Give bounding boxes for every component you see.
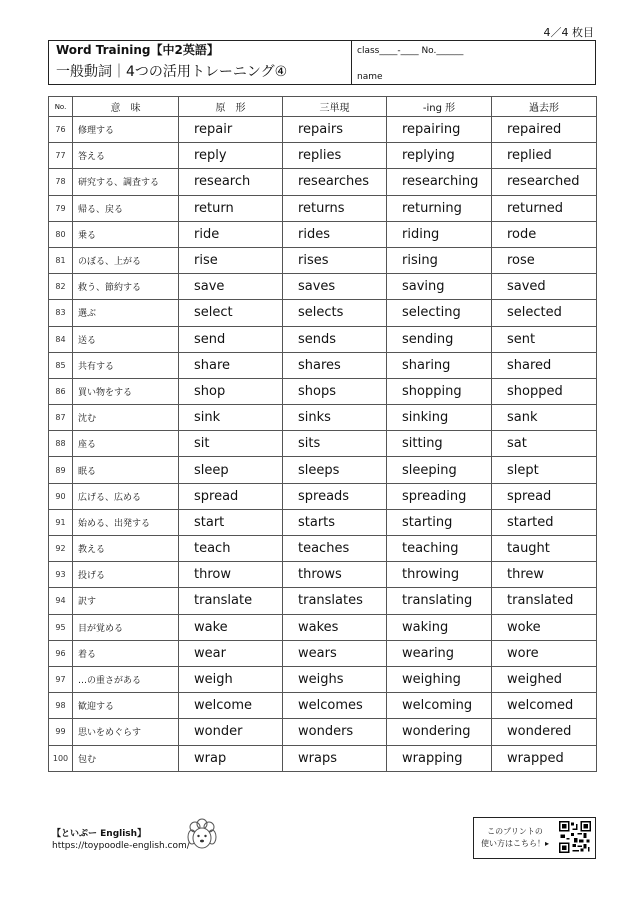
past-form-cell: wore [492,640,597,666]
past-form-cell: selected [492,300,597,326]
table-row [49,300,597,326]
third-person-cell: sits [283,431,387,457]
table-row [49,431,597,457]
ing-form-cell: wearing [387,640,492,666]
table-row [49,195,597,221]
past-form-cell: weighed [492,666,597,692]
base-form-cell: repair [179,117,283,143]
meaning-cell: 目が覚める [73,614,179,640]
ing-form-cell: researching [387,169,492,195]
row-number: 100 [49,745,73,771]
poodle-mascot-icon [186,818,218,852]
table-row [49,640,597,666]
verb-conjugation-table [48,96,597,772]
row-number: 91 [49,509,73,535]
row-number: 94 [49,588,73,614]
table-row [49,326,597,352]
third-person-cell: weighs [283,666,387,692]
table-header-row [49,97,597,117]
base-form-cell: share [179,352,283,378]
table-row [49,117,597,143]
past-form-cell: replied [492,143,597,169]
third-person-cell: translates [283,588,387,614]
meaning-cell: 訳す [73,588,179,614]
third-person-cell: rides [283,221,387,247]
ing-form-cell: waking [387,614,492,640]
row-number: 89 [49,457,73,483]
page-number: 4／4 枚目 [543,26,594,39]
base-form-cell: sleep [179,457,283,483]
third-person-cell: shares [283,352,387,378]
third-person-cell: returns [283,195,387,221]
ing-form-cell: riding [387,221,492,247]
base-form-cell: translate [179,588,283,614]
column-header-past: 過去形 [492,97,597,117]
worksheet-title: Word Training【中2英語】 [56,43,219,57]
meaning-cell: 乗る [73,221,179,247]
meaning-cell: 買い物をする [73,378,179,404]
meaning-cell: 選ぶ [73,300,179,326]
row-number: 85 [49,352,73,378]
third-person-cell: spreads [283,483,387,509]
row-number: 90 [49,483,73,509]
ing-form-cell: selecting [387,300,492,326]
past-form-cell: researched [492,169,597,195]
third-person-cell: wakes [283,614,387,640]
class-number-field: class____-____ No.______ [357,46,464,56]
base-form-cell: wrap [179,745,283,771]
past-form-cell: wrapped [492,745,597,771]
base-form-cell: research [179,169,283,195]
ing-form-cell: throwing [387,562,492,588]
table-row [49,509,597,535]
meaning-cell: …の重さがある [73,666,179,692]
third-person-cell: sends [283,326,387,352]
worksheet-subtitle: 一般動詞｜4つの活用トレーニング④ [56,64,288,80]
meaning-cell: 共有する [73,352,179,378]
title-block [49,41,352,84]
how-to-use-box[interactable] [473,817,596,859]
past-form-cell: rode [492,221,597,247]
meaning-cell: 送る [73,326,179,352]
past-form-cell: threw [492,562,597,588]
name-field: name [357,72,383,82]
base-form-cell: shop [179,378,283,404]
third-person-cell: welcomes [283,693,387,719]
table-row [49,562,597,588]
row-number: 84 [49,326,73,352]
third-person-cell: sinks [283,405,387,431]
guide-line-2: 使い方はこちら！▸ [480,839,549,848]
row-number: 98 [49,693,73,719]
third-person-cell: researches [283,169,387,195]
ing-form-cell: shopping [387,378,492,404]
table-row [49,274,597,300]
ing-form-cell: replying [387,143,492,169]
past-form-cell: taught [492,536,597,562]
third-person-cell: teaches [283,536,387,562]
table-row [49,352,597,378]
ing-form-cell: repairing [387,117,492,143]
meaning-cell: 思いをめぐらす [73,719,179,745]
meaning-cell: 包む [73,745,179,771]
table-row [49,614,597,640]
past-form-cell: shopped [492,378,597,404]
past-form-cell: wondered [492,719,597,745]
meaning-cell: 教える [73,536,179,562]
row-number: 92 [49,536,73,562]
brand-name: 【といぷー English】 [52,829,147,839]
table-row [49,457,597,483]
third-person-cell: starts [283,509,387,535]
meaning-cell: 救う、節約する [73,274,179,300]
ing-form-cell: sleeping [387,457,492,483]
ing-form-cell: wrapping [387,745,492,771]
third-person-cell: replies [283,143,387,169]
table-row [49,588,597,614]
ing-form-cell: translating [387,588,492,614]
base-form-cell: return [179,195,283,221]
past-form-cell: spread [492,483,597,509]
base-form-cell: wear [179,640,283,666]
meaning-cell: 沈む [73,405,179,431]
ing-form-cell: returning [387,195,492,221]
meaning-cell: 研究する、調査する [73,169,179,195]
past-form-cell: saved [492,274,597,300]
column-header-no: No. [49,97,73,117]
row-number: 76 [49,117,73,143]
ing-form-cell: weighing [387,666,492,692]
ing-form-cell: sharing [387,352,492,378]
ing-form-cell: starting [387,509,492,535]
row-number: 97 [49,666,73,692]
row-number: 93 [49,562,73,588]
guide-line-1: このプリントの [487,827,543,836]
past-form-cell: welcomed [492,693,597,719]
table-row [49,143,597,169]
base-form-cell: sink [179,405,283,431]
past-form-cell: sent [492,326,597,352]
third-person-cell: sleeps [283,457,387,483]
past-form-cell: shared [492,352,597,378]
row-number: 78 [49,169,73,195]
row-number: 88 [49,431,73,457]
past-form-cell: translated [492,588,597,614]
column-header-base: 原 形 [179,97,283,117]
how-to-use-text [474,818,556,858]
meaning-cell: 答える [73,143,179,169]
third-person-cell: wears [283,640,387,666]
third-person-cell: saves [283,274,387,300]
ing-form-cell: spreading [387,483,492,509]
meaning-cell: 広げる、広める [73,483,179,509]
meaning-cell: 歓迎する [73,693,179,719]
row-number: 79 [49,195,73,221]
base-form-cell: reply [179,143,283,169]
third-person-cell: selects [283,300,387,326]
column-header-third-person: 三単現 [283,97,387,117]
site-url-link[interactable]: https://toypoodle-english.com/ [52,841,190,851]
table-row [49,221,597,247]
ing-form-cell: sending [387,326,492,352]
base-form-cell: welcome [179,693,283,719]
past-form-cell: woke [492,614,597,640]
student-info-block [352,41,595,84]
row-number: 82 [49,274,73,300]
third-person-cell: wraps [283,745,387,771]
table-row [49,169,597,195]
qr-code-icon[interactable] [559,821,591,853]
past-form-cell: sank [492,405,597,431]
table-row [49,693,597,719]
past-form-cell: returned [492,195,597,221]
ing-form-cell: sitting [387,431,492,457]
row-number: 87 [49,405,73,431]
meaning-cell: 眠る [73,457,179,483]
table-row [49,666,597,692]
column-header-meaning: 意 味 [73,97,179,117]
row-number: 83 [49,300,73,326]
meaning-cell: 座る [73,431,179,457]
base-form-cell: save [179,274,283,300]
third-person-cell: shops [283,378,387,404]
ing-form-cell: wondering [387,719,492,745]
meaning-cell: 帰る、戻る [73,195,179,221]
base-form-cell: throw [179,562,283,588]
past-form-cell: rose [492,247,597,273]
row-number: 96 [49,640,73,666]
third-person-cell: repairs [283,117,387,143]
base-form-cell: spread [179,483,283,509]
past-form-cell: sat [492,431,597,457]
ing-form-cell: rising [387,247,492,273]
ing-form-cell: sinking [387,405,492,431]
row-number: 86 [49,378,73,404]
table-row [49,745,597,771]
row-number: 77 [49,143,73,169]
column-header-ing: -ing 形 [387,97,492,117]
third-person-cell: throws [283,562,387,588]
table-row [49,483,597,509]
row-number: 81 [49,247,73,273]
row-number: 95 [49,614,73,640]
base-form-cell: rise [179,247,283,273]
base-form-cell: select [179,300,283,326]
base-form-cell: start [179,509,283,535]
table-row [49,247,597,273]
past-form-cell: slept [492,457,597,483]
table-row [49,378,597,404]
base-form-cell: ride [179,221,283,247]
meaning-cell: 着る [73,640,179,666]
base-form-cell: weigh [179,666,283,692]
ing-form-cell: welcoming [387,693,492,719]
third-person-cell: rises [283,247,387,273]
meaning-cell: のぼる、上がる [73,247,179,273]
row-number: 99 [49,719,73,745]
base-form-cell: wonder [179,719,283,745]
table-row [49,719,597,745]
meaning-cell: 投げる [73,562,179,588]
base-form-cell: teach [179,536,283,562]
meaning-cell: 始める、出発する [73,509,179,535]
base-form-cell: wake [179,614,283,640]
row-number: 80 [49,221,73,247]
worksheet-header [48,40,596,85]
base-form-cell: send [179,326,283,352]
past-form-cell: repaired [492,117,597,143]
ing-form-cell: teaching [387,536,492,562]
table-row [49,536,597,562]
base-form-cell: sit [179,431,283,457]
ing-form-cell: saving [387,274,492,300]
past-form-cell: started [492,509,597,535]
meaning-cell: 修理する [73,117,179,143]
table-row [49,405,597,431]
third-person-cell: wonders [283,719,387,745]
